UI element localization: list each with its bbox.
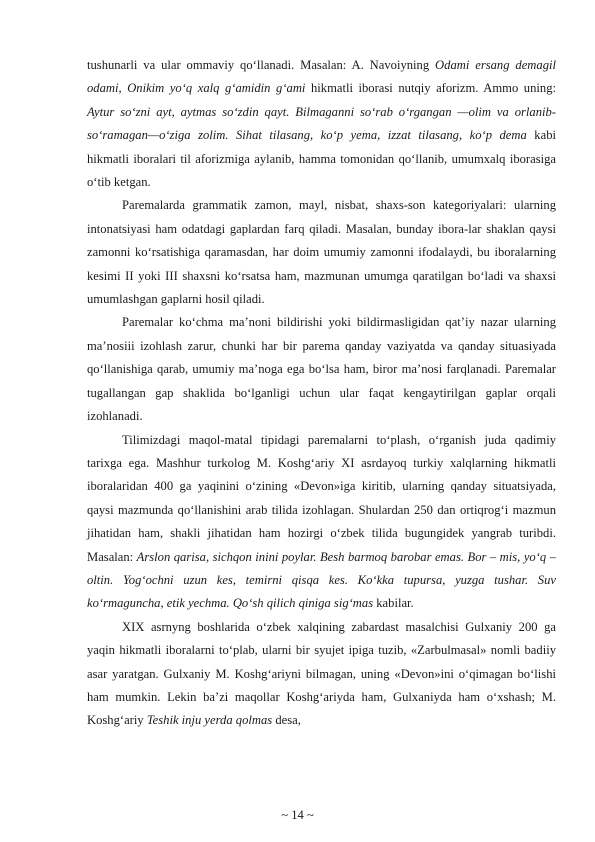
text-run: desa, (272, 713, 301, 728)
document-body (87, 54, 556, 733)
paragraph (87, 616, 556, 733)
text-run: kabilar. (373, 596, 414, 611)
italic-quote: Teshik inju yerda qolmas (146, 713, 273, 728)
page-number: ~ 14 ~ (281, 808, 314, 822)
text-run: Paremalarda grammatik zamon, mayl, nisbat, shaxs-son kategoriyalari: ularning intonatsiyasi ham odatdagi gaplardan farq qiladi. Masalan, bunday ibora-lar shaklan qaysi zamonni ko‘rsatishiga qaramasdan, har doim umumiy zamonni ifodalaydi, bu iboralarning kesimi II yoki III shaxsni ko‘rsatsa ham, mazmunan umumga qaratilgan bo‘ladi va shaxsi umumlashgan gaplarni hosil qiladi. (87, 198, 556, 307)
paragraph (87, 429, 556, 616)
text-run: kabi hikmatli iboralari til aforizmiga aylanib, hamma tomonidan qo‘llanib, umumxalq iborasiga o‘tib ketgan. (87, 128, 556, 190)
italic-quote: Odami ersang demagil odami, Onikim yo‘q xalq g‘amidin g‘ami (87, 58, 556, 96)
text-run: Paremalar ko‘chma ma’noni bildirishi yoki bildirmasligidan qat’iy nazar ularning ma’nosiii izohlash zarur, chunki har bir parema qanday vaziyatda va qanday situasiyada qo‘llanishiga qarab, umumiy ma’noga ega bo‘lsa ham, biror ma’nosi farqlanadi. Paremalar tugallangan gap shaklida bo‘lganligi uchun ular faqat kengaytirilgan gaplar orqali izohlanadi. (87, 315, 556, 424)
text-run: hikmatli iborasi nutqiy aforizm. Ammo uning: (305, 81, 556, 96)
paragraph (87, 311, 556, 428)
text-run: XIX asrnyng boshlarida o‘zbek xalqining zabardast masalchisi Gulxaniy 200 ga yaqin hikmatli iboralarni to‘plab, ularni bir syujet ipiga tuzib, «Zarbulmasal» nomli badiiy asar yaratgan. Gulxaniy M. Koshg‘ariyni bilmagan, uning «Devon»ini o‘qimagan bo‘lishi ham mumkin. Lekin ba’zi maqollar Koshg‘ariyda ham, Gulxaniyda ham o‘xshash; M. Koshg‘ariy (87, 619, 556, 728)
text-run: tushunarli va ular ommaviy qo‘llanadi. Masalan: A. Navoiyning (87, 58, 436, 72)
italic-quote: Arslon qarisa, sichqon inini poylar. Besh barmoq barobar emas. Bor – mis, yo‘q – oltin. Yog‘ochni uzun kes, temirni qisqa kes. Ko‘kka tupursa, yuzga tushar. Suv ko‘rmaguncha, etik yechma. Qo‘sh qilich qiniga sig‘mas (87, 549, 557, 611)
italic-quote: Aytur so‘zni ayt, aytmas so‘zdin qayt. Bilmaganni so‘rab o‘rgangan —olim va orlanib-so‘ramagan—o‘ziga zolim. Sihat tilasang, ko‘p yema, izzat tilasang, ko‘p dema (87, 104, 556, 143)
paragraph (87, 54, 556, 194)
paragraph (87, 194, 556, 311)
text-run: Tilimizdagi maqol-matal tipidagi paremalarni to‘plash, o‘rganish juda qadimiy tarixga ega. Mashhur turkolog M. Koshg‘ariy XI asrdayoq turkiy xalqlarning hikmatli iboralaridan 400 ga yaqinini o‘zining «Devon»iga kiritib, ularning qanday situatsiyada, qaysi mazmunda qo‘llanishini arab tilida izohlagan. Shulardan 250 dan ortiqrog‘i mazmun jihatidan ham, shakli jihatidan ham hozirgi o‘zbek tilida bugungidek yangrab turibdi. Masalan: (87, 432, 556, 564)
